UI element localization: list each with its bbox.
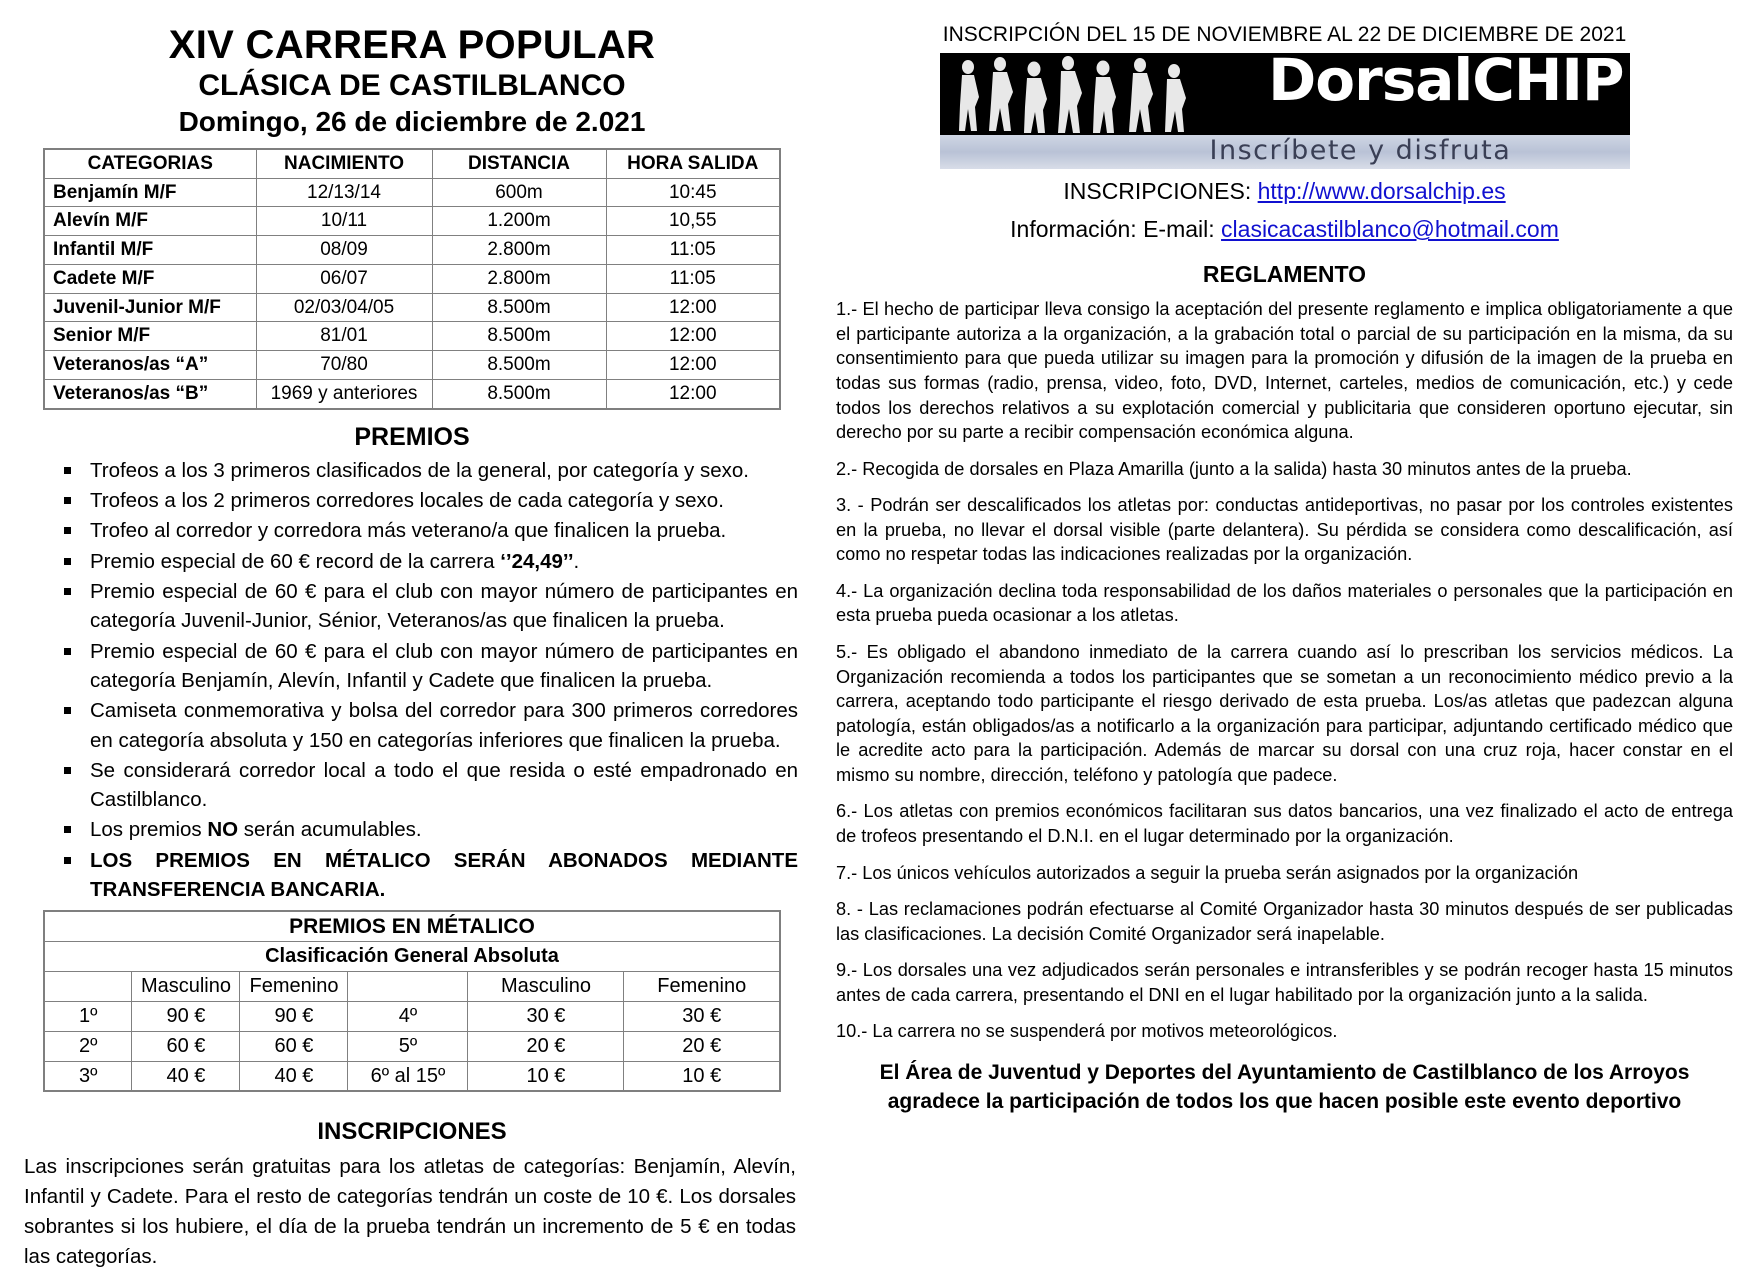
rule-item: 1.- El hecho de participar lleva consigo la aceptación del presente reglamento e implica obligatoriamente a que el participante autoriza a la organización, a la grabación total o parcial de su participación en la misma, da su consentimiento para que pueda utilizar su imagen para la promoción y difusión de la imagen de la prueba en todas sus formas (radio, prensa, video, foto, DVD, Internet, carteles, medios de comunicación, etc.) y cede todos los derechos relativos a su explotación comercial y publicitaria que consideren oportuno ejecutar, sin derecho por su parte a recibir compensación económica alguna. — [836, 299, 1733, 443]
cell-hora: 10:45 — [606, 178, 780, 207]
cell-nacimiento: 06/07 — [256, 264, 432, 293]
column-header-distancia: DISTANCIA — [432, 149, 606, 178]
cell-hora: 12:00 — [606, 379, 780, 408]
cell-hora: 12:00 — [606, 293, 780, 322]
table-row — [44, 207, 780, 236]
inscripciones-body: Las inscripciones serán gratuitas para los atletas de categorías: Benjamín, Alevín, Infantil y Cadete. Para el resto de categorías tendrán un coste de 10 €. Los dorsales sobrantes si los hubiere, el día de la prueba tendrán un incremento de 5 € en todas las categorías. — [24, 1155, 796, 1268]
list-item: Trofeo al corredor y corredora más veterano/a que finalicen la prueba. — [60, 516, 798, 545]
list-item: Premio especial de 60 € record de la carrera ‘’24,49’’. — [60, 547, 798, 576]
logo-banner — [940, 53, 1630, 135]
informacion-label: Información: E-mail: — [1010, 216, 1215, 243]
column-header-masculino-2: Masculino — [468, 971, 624, 1001]
rule-item: 8. - Las reclamaciones podrán efectuarse al Comité Organizador hasta 30 minutos después de ser publicadas las clasificaciones. La decisión Comité Organizador será inapelable. — [836, 899, 1733, 944]
column-header-categorias: CATEGORIAS — [44, 149, 256, 178]
cell-categoria: Infantil M/F — [44, 236, 256, 265]
footer-line-2: agradece la participación de todos los que hacen posible este evento deportivo — [887, 1090, 1682, 1114]
cell-position-right: 5º — [348, 1031, 468, 1061]
table-row — [44, 322, 780, 351]
rule-item: 3. - Podrán ser descalificados los atletas por: conductas antideportivas, no pasar por los controles existentes en la prueba, no llevar el dorsal visible (parte delantera). Su pérdida se considera como descalificación, así como no respetar todas las indicaciones realizadas por la organización. — [836, 495, 1733, 565]
event-date: Domingo, 26 de diciembre de 2.021 — [178, 105, 646, 137]
cell-categoria: Benjamín M/F — [44, 178, 256, 207]
cell-position-right: 6º al 15º — [348, 1061, 468, 1091]
inscripciones-label: INSCRIPCIONES: — [1063, 178, 1252, 205]
rule-item: 9.- Los dorsales una vez adjudicados serán personales e intransferibles y se podrán recoger hasta 15 minutos antes de cada carrera, presentando el DNI en el lugar habilitado por la organización junto a la salida. — [836, 960, 1733, 1005]
column-header-hora-salida: HORA SALIDA — [606, 149, 780, 178]
cell-distancia: 8.500m — [432, 351, 606, 380]
table-header-row — [44, 149, 780, 178]
table-row — [44, 264, 780, 293]
cell-position-right: 4º — [348, 1001, 468, 1031]
cell-distancia: 2.800m — [432, 264, 606, 293]
table-row — [44, 351, 780, 380]
table-row — [44, 1001, 780, 1031]
money-header-row — [44, 971, 780, 1001]
prize-table-title: PREMIOS EN MÉTALICO — [44, 911, 780, 941]
left-column — [22, 18, 812, 1268]
cell-categoria: Senior M/F — [44, 322, 256, 351]
table-row — [44, 178, 780, 207]
list-item: Trofeos a los 2 primeros corredores locales de cada categoría y sexo. — [60, 486, 798, 515]
cell-prize-masc-left: 40 € — [132, 1061, 240, 1091]
inscription-period: INSCRIPCIÓN DEL 15 DE NOVIEMBRE AL 22 DE DICIEMBRE DE 2021 — [942, 23, 1627, 46]
cell-prize-fem-right: 20 € — [624, 1031, 780, 1061]
cell-nacimiento: 81/01 — [256, 322, 432, 351]
cell-categoria: Alevín M/F — [44, 207, 256, 236]
cell-prize-fem-left: 60 € — [240, 1031, 348, 1061]
cell-prize-masc-left: 60 € — [132, 1031, 240, 1061]
list-item: LOS PREMIOS EN MÉTALICO SERÁN ABONADOS MEDIANTE TRANSFERENCIA BANCARIA. — [60, 846, 798, 905]
cell-nacimiento: 02/03/04/05 — [256, 293, 432, 322]
cell-nacimiento: 10/11 — [256, 207, 432, 236]
cell-position-left: 3º — [44, 1061, 132, 1091]
cell-prize-fem-right: 10 € — [624, 1061, 780, 1091]
cell-nacimiento: 08/09 — [256, 236, 432, 265]
footer-acknowledgement — [836, 1058, 1733, 1117]
column-header-blank-2 — [348, 971, 468, 1001]
cell-position-left: 2º — [44, 1031, 132, 1061]
column-header-blank-1 — [44, 971, 132, 1001]
column-header-femenino-1: Femenino — [240, 971, 348, 1001]
rule-item: 2.- Recogida de dorsales en Plaza Amarilla (junto a la salida) hasta 30 minutos antes de la prueba. — [836, 458, 1632, 479]
categories-table — [43, 148, 781, 410]
cell-distancia: 8.500m — [432, 379, 606, 408]
list-item: Camiseta conmemorativa y bolsa del corredor para 300 primeros corredores en categoría absoluta y 150 en categorías inferiores que finalicen la prueba. — [60, 696, 798, 755]
rule-item: 7.- Los únicos vehículos autorizados a seguir la prueba serán asignados por la organización — [836, 862, 1579, 883]
cell-categoria: Cadete M/F — [44, 264, 256, 293]
table-row — [44, 1031, 780, 1061]
inscripciones-heading: INSCRIPCIONES — [317, 1118, 507, 1146]
page-subtitle: CLÁSICA DE CASTILBLANCO — [198, 69, 626, 103]
logo-tagline-bar — [940, 135, 1630, 169]
list-item: Trofeos a los 3 primeros clasificados de la general, por categoría y sexo. — [60, 456, 798, 485]
cell-distancia: 2.800m — [432, 236, 606, 265]
cell-nacimiento: 1969 y anteriores — [256, 379, 432, 408]
cell-categoria: Veteranos/as “A” — [44, 351, 256, 380]
money-title-row — [44, 911, 780, 941]
dorsalchip-logo — [940, 53, 1630, 169]
table-row — [44, 379, 780, 408]
cell-prize-masc-left: 90 € — [132, 1001, 240, 1031]
cell-position-left: 1º — [44, 1001, 132, 1031]
reglamento-heading: REGLAMENTO — [1202, 261, 1367, 288]
list-item: Premio especial de 60 € para el club con mayor número de participantes en categoría Juvenil-Junior, Sénior, Veteranos/as que finalicen la prueba. — [60, 577, 798, 636]
rule-item: 5.- Es obligado el abandono inmediato de la carrera cuando así lo prescriban los servicios médicos. La Organización recomienda a todos los participantes que se sometan a un reconocimiento médico previo a la carrera, aceptando todo participante el riesgo derivado de esta prueba. Los/as atletas que padezcan alguna patología, están obligados/as a notificarlo a la organización para participar, adjuntando certificado médico que le acredite acto para la participación. Además de marcar su dorsal con una cruz roja, hacer constar en el mismo su nombre, dirección, teléfono y patología que padece. — [836, 642, 1733, 785]
list-item: Se considerará corredor local a todo el que resida o esté empadronado en Castilblanco. — [60, 756, 798, 815]
column-header-femenino-2: Femenino — [624, 971, 780, 1001]
column-header-nacimiento: NACIMIENTO — [256, 149, 432, 178]
list-item: Los premios NO serán acumulables. — [60, 815, 798, 844]
page-title: XIV CARRERA POPULAR — [168, 23, 656, 67]
cell-prize-fem-right: 30 € — [624, 1001, 780, 1031]
cell-distancia: 8.500m — [432, 293, 606, 322]
cell-categoria: Juvenil-Junior M/F — [44, 293, 256, 322]
footer-line-1: El Área de Juventud y Deportes del Ayuntamiento de Castilblanco de los Arroyos — [879, 1060, 1690, 1084]
table-row — [44, 1061, 780, 1091]
cell-categoria: Veteranos/as “B” — [44, 379, 256, 408]
cell-hora: 11:05 — [606, 236, 780, 265]
table-row — [44, 293, 780, 322]
cell-distancia: 8.500m — [432, 322, 606, 351]
informacion-line — [836, 214, 1733, 245]
premios-list — [22, 456, 802, 905]
dorsalchip-url-link[interactable]: http://www.dorsalchip.es — [1257, 178, 1506, 205]
cell-prize-fem-left: 90 € — [240, 1001, 348, 1031]
cell-prize-masc-right: 30 € — [468, 1001, 624, 1031]
cell-nacimiento: 12/13/14 — [256, 178, 432, 207]
cell-hora: 12:00 — [606, 322, 780, 351]
cell-prize-fem-left: 40 € — [240, 1061, 348, 1091]
inscripciones-line — [836, 176, 1733, 207]
prize-money-table — [43, 910, 781, 1092]
right-column — [812, 18, 1733, 1231]
cell-prize-masc-right: 10 € — [468, 1061, 624, 1091]
cell-hora: 10,55 — [606, 207, 780, 236]
premios-heading: PREMIOS — [354, 422, 470, 451]
runners-silhouette-icon — [948, 55, 1218, 133]
prize-table-subtitle: Clasificación General Absoluta — [44, 941, 780, 971]
contact-email-link[interactable]: clasicacastilblanco@hotmail.com — [1221, 216, 1559, 243]
cell-distancia: 600m — [432, 178, 606, 207]
table-row — [44, 236, 780, 265]
rule-item: 4.- La organización declina toda responsabilidad de los daños materiales o personales que la participación en esta prueba pueda ocasionar a los atletas. — [836, 580, 1733, 626]
logo-tagline-text: Inscríbete y disfruta — [1209, 135, 1512, 167]
cell-hora: 11:05 — [606, 264, 780, 293]
rule-item: 6.- Los atletas con premios económicos facilitaran sus datos bancarios, una vez finalizado el acto de entrega de trofeos presentando el D.N.I. en el lugar determinado por la organización. — [836, 801, 1733, 846]
list-item: Premio especial de 60 € para el club con mayor número de participantes en categoría Benjamín, Alevín, Infantil y Cadete que finalicen la prueba. — [60, 637, 798, 696]
cell-prize-masc-right: 20 € — [468, 1031, 624, 1061]
logo-brand-text: DorsalCHIP — [1268, 53, 1624, 115]
cell-hora: 12:00 — [606, 351, 780, 380]
money-subtitle-row — [44, 941, 780, 971]
cell-nacimiento: 70/80 — [256, 351, 432, 380]
cell-distancia: 1.200m — [432, 207, 606, 236]
column-header-masculino-1: Masculino — [132, 971, 240, 1001]
rule-item: 10.- La carrera no se suspenderá por motivos meteorológicos. — [836, 1021, 1338, 1042]
